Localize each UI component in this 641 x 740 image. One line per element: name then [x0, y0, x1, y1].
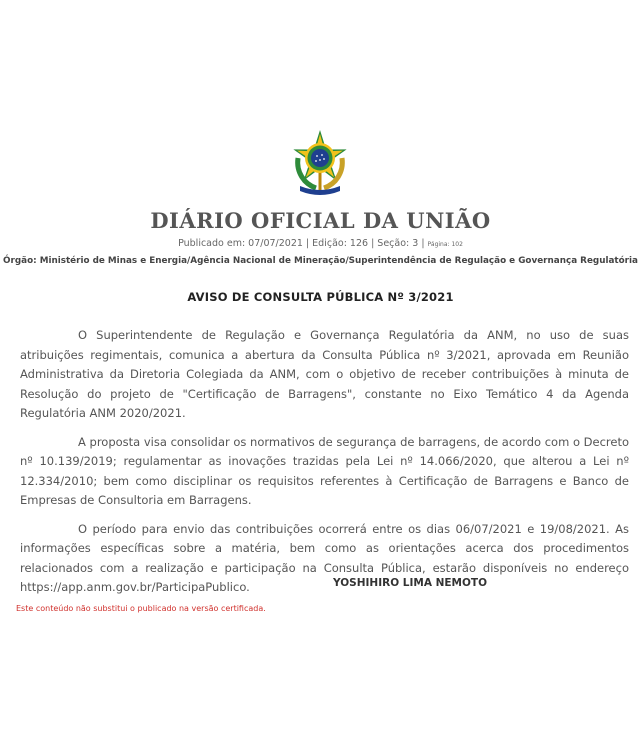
brazil-coat-of-arms-icon: [286, 128, 354, 196]
coat-of-arms-emblem: [286, 128, 354, 196]
signatory-name: YOSHIHIRO LIMA NEMOTO: [333, 577, 488, 589]
issuing-organ: Órgão: Ministério de Minas e Energia/Agência Nacional de Mineração/Superintendência de Regulação e Governança Regulatória: [3, 256, 638, 266]
paragraph: O período para envio das contribuições ocorrerá entre os dias 06/07/2021 e 19/08/2021. As informações específicas sobre a matéria, bem como as orientações acerca dos procedimentos relacionados com a realização e participação na Consulta Pública, estarão disponíveis no endereço https://app.anm.gov.br/ParticipaPublico.: [20, 521, 629, 594]
notice-body: [20, 326, 629, 607]
publication-info: [0, 238, 641, 249]
paragraph: O Superintendente de Regulação e Governança Regulatória da ANM, no uso de suas atribuições regimentais, comunica a abertura da Consulta Pública nº 3/2021, aprovada em Reunião Administrativa da Diretoria Colegiada da ANM, com o objetivo de receber contribuições à minuta de Resolução do projeto de "Certificação de Barragens", constante no Eixo Temático 4 da Agenda Regulatória ANM 2020/2021.: [20, 328, 629, 420]
certification-disclaimer: Este conteúdo não substitui o publicado na versão certificada.: [16, 604, 266, 613]
masthead-title: DIÁRIO OFICIAL DA UNIÃO: [150, 208, 491, 233]
page-number: Página: 102: [427, 241, 463, 248]
paragraph: A proposta visa consolidar os normativos de segurança de barragens, de acordo com o Decreto nº 10.139/2019; regulamentar as inovações trazidas pela Lei nº 14.066/2020, que alterou a Lei nº 12.334/2010; bem como disciplinar os requisitos referentes à Certificação de Barragens e Banco de Empresas de Consultoria em Barragens.: [20, 434, 629, 507]
notice-title: AVISO DE CONSULTA PÚBLICA Nº 3/2021: [187, 290, 454, 304]
publication-details: Publicado em: 07/07/2021 | Edição: 126 | Seção: 3 |: [178, 238, 425, 249]
